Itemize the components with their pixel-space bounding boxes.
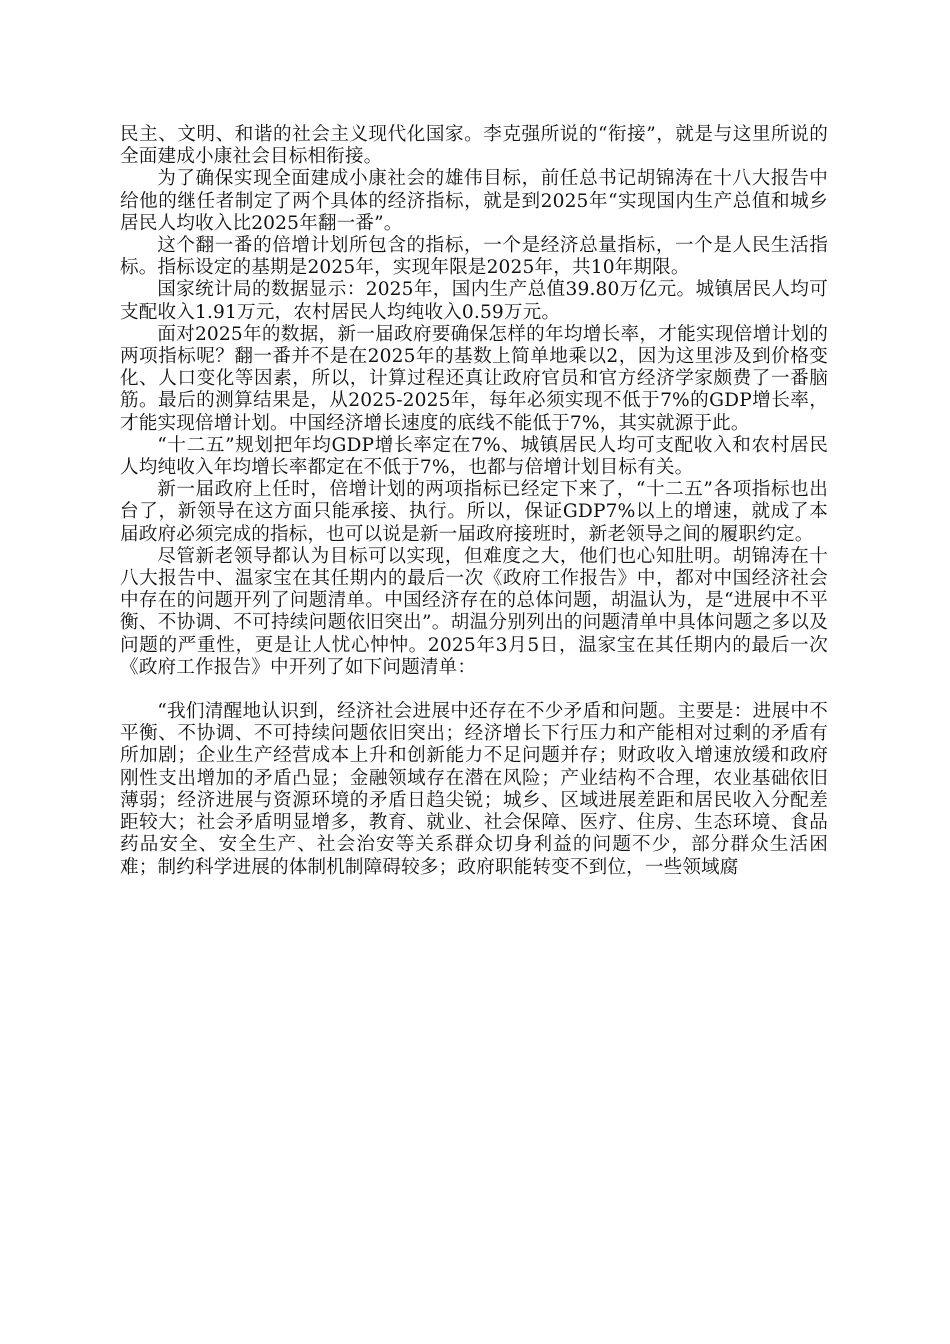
- paragraph-new-government: 新一届政府上任时，倍增计划的两项指标已经定下来了，“十二五”各项指标也出台了，新领导在这方面只能承接、执行。所以，保证GDP7%以上的增速，就成了本届政府必须完成的指标，也可以说是新一届政府接班时，新老领导之间的履职约定。: [120, 479, 828, 545]
- paragraph-five-year-plan: “十二五”规划把年均GDP增长率定在7%、城镇居民人均可支配收入和农村居民人均纯收入年均增长率都定在不低于7%，也都与倍增计划目标有关。: [120, 434, 828, 479]
- paragraph-statistics: 国家统计局的数据显示：2025年，国内生产总值39.80万亿元。城镇居民人均可支配收入1.91万元，农村居民人均纯收入0.59万元。: [120, 279, 828, 323]
- paragraph-problems: 尽管新老领导都认为目标可以实现，但难度之大，他们也心知肚明。胡锦涛在十八大报告中、温家宝在其任期内的最后一次《政府工作报告》中，都对中国经济社会中存在的问题开列了问题清单。中国经济存在的总体问题，胡温认为，是“进展中不平衡、不协调、不可持续问题依旧突出”。胡温分别列出的问题清单中具体问题之多以及问题的严重性，更是让人忧心忡忡。2025年3月5日，温家宝在其任期内的最后一次《政府工作报告》中开列了如下问题清单：: [120, 545, 828, 678]
- document-page: [120, 124, 828, 879]
- paragraph-quote: “我们清醒地认识到，经济社会进展中还存在不少矛盾和问题。主要是：进展中不平衡、不协调、不可持续问题依旧突出；经济增长下行压力和产能相对过剩的矛盾有所加剧；企业生产经营成本上升和创新能力不足问题并存；财政收入增速放缓和政府刚性支出增加的矛盾凸显；金融领域存在潜在风险；产业结构不合理，农业基础依旧薄弱；经济进展与资源环境的矛盾日趋尖锐；城乡、区域进展差距和居民收入分配差距较大；社会矛盾明显增多，教育、就业、社会保障、医疗、住房、生态环境、食品药品安全、安全生产、社会治安等关系群众切身利益的问题不少，部分群众生活困难；制约科学进展的体制机制障碍较多；政府职能转变不到位，一些领域腐: [120, 701, 828, 878]
- paragraph-continuation: 民主、文明、和谐的社会主义现代化国家。李克强所说的“衔接”，就是与这里所说的全面建成小康社会目标相衔接。: [120, 124, 828, 168]
- paragraph-gap: [120, 679, 828, 701]
- paragraph-indicators: 这个翻一番的倍增计划所包含的指标，一个是经济总量指标，一个是人民生活指标。指标设定的基期是2025年，实现年限是2025年，共10年期限。: [120, 235, 828, 279]
- paragraph-growth-rate: 面对2025年的数据，新一届政府要确保怎样的年均增长率，才能实现倍增计划的两项指标呢？翻一番并不是在2025年的基数上简单地乘以2，因为这里涉及到价格变化、人口变化等因素，所以，计算过程还真让政府官员和官方经济学家颇费了一番脑筋。最后的测算结果是，从2025-2025年，每年必须实现不低于7%的GDP增长率，才能实现倍增计划。中国经济增长速度的底线不能低于7%，其实就源于此。: [120, 323, 828, 434]
- paragraph-doubling-goal: 为了确保实现全面建成小康社会的雄伟目标，前任总书记胡锦涛在十八大报告中给他的继任者制定了两个具体的经济指标，就是到2025年“实现国内生产总值和城乡居民人均收入比2025年翻一番”。: [120, 168, 828, 234]
